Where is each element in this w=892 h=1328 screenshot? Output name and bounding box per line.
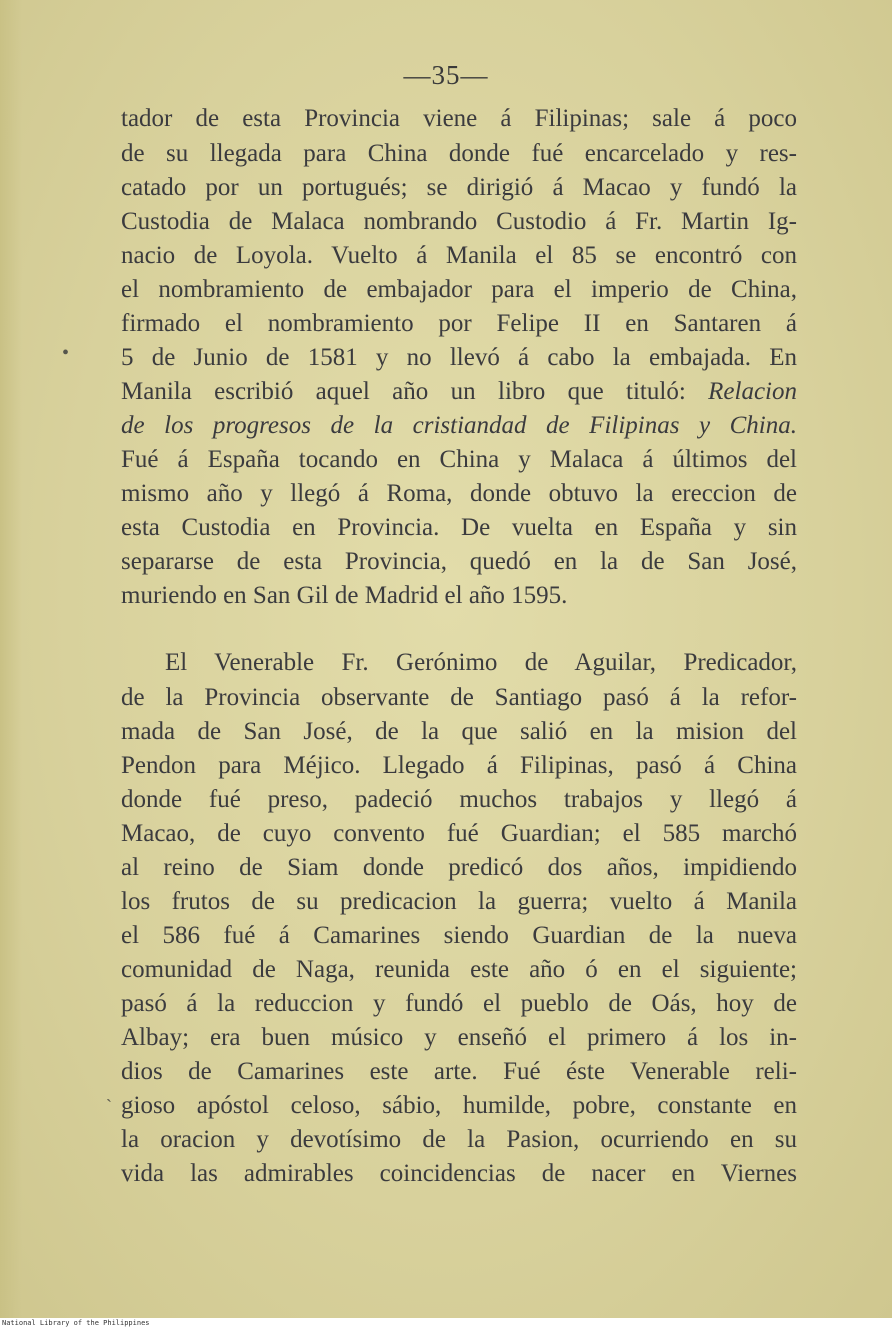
text-line: dios de Camarines este arte. Fué éste Venerable reli- bbox=[121, 1058, 797, 1085]
text-line-with-title bbox=[121, 374, 797, 410]
text-line: nacio de Loyola. Vuelto á Manila el 85 se encontró con bbox=[121, 242, 797, 269]
text-line: donde fué preso, padeció muchos trabajos y llegó á bbox=[121, 786, 797, 813]
book-title-start: Relacion bbox=[708, 378, 797, 405]
margin-dot-mark: • bbox=[62, 342, 70, 364]
text-line: muriendo en San Gil de Madrid el año 1595. bbox=[121, 582, 568, 609]
text-line: Albay; era buen músico y enseñó el primero á los in- bbox=[121, 1024, 797, 1051]
text-line: mismo año y llegó á Roma, donde obtuvo la ereccion de bbox=[121, 480, 797, 507]
text-line: vida las admirables coincidencias de nacer en Viernes bbox=[121, 1160, 797, 1187]
text-line: catado por un portugués; se dirigió á Macao y fundó la bbox=[121, 174, 797, 201]
text-line: mada de San José, de la que salió en la mision del bbox=[121, 718, 797, 745]
text-line: Fué á España tocando en China y Malaca á últimos del bbox=[121, 446, 797, 473]
text-line: 5 de Junio de 1581 y no llevó á cabo la embajada. En bbox=[121, 344, 797, 371]
page-edge-shadow bbox=[0, 0, 22, 1318]
text-line: firmado el nombramiento por Felipe II en Santaren á bbox=[121, 310, 797, 337]
book-title-end: de los progresos de la cristiandad de Filipinas y China. bbox=[121, 412, 797, 439]
text-line: tador de esta Provincia viene á Filipinas; sale á poco bbox=[121, 105, 797, 132]
text-line: al reino de Siam donde predicó dos años, impidiendo bbox=[121, 854, 797, 881]
page-number: —35— bbox=[403, 60, 489, 90]
text-line: la oracion y devotísimo de la Pasion, ocurriendo en su bbox=[121, 1126, 797, 1153]
text-line: el 586 fué á Camarines siendo Guardian de la nueva bbox=[121, 922, 797, 949]
library-credit: National Library of the Philippines bbox=[0, 1318, 892, 1328]
text-line: de la Provincia observante de Santiago pasó á la refor- bbox=[121, 684, 797, 711]
margin-dash-mark: ˋ bbox=[106, 1096, 112, 1116]
text-line: Macao, de cuyo convento fué Guardian; el 585 marchó bbox=[121, 820, 797, 847]
text-line: gioso apóstol celoso, sábio, humilde, pobre, constante en bbox=[121, 1092, 797, 1119]
text-line: Custodia de Malaca nombrando Custodio á Fr. Martin Ig- bbox=[121, 208, 797, 235]
text-line: El Venerable Fr. Gerónimo de Aguilar, Predicador, bbox=[165, 649, 797, 676]
text-line: de su llegada para China donde fué encarcelado y res- bbox=[121, 140, 797, 167]
text-line: comunidad de Naga, reunida este año ó en el siguiente; bbox=[121, 956, 797, 983]
text-line: el nombramiento de embajador para el imperio de China, bbox=[121, 276, 797, 303]
text-line: pasó á la reduccion y fundó el pueblo de Oás, hoy de bbox=[121, 990, 797, 1017]
text-line: los frutos de su predicacion la guerra; vuelto á Manila bbox=[121, 888, 797, 915]
text-line: esta Custodia en Provincia. De vuelta en España y sin bbox=[121, 514, 797, 541]
text-line: Pendon para Méjico. Llegado á Filipinas, pasó á China bbox=[121, 752, 797, 779]
text-line: separarse de esta Provincia, quedó en la de San José, bbox=[121, 548, 797, 575]
text-span: Manila escribió aquel año un libro que tituló: bbox=[121, 378, 709, 405]
book-title-line bbox=[121, 408, 797, 444]
